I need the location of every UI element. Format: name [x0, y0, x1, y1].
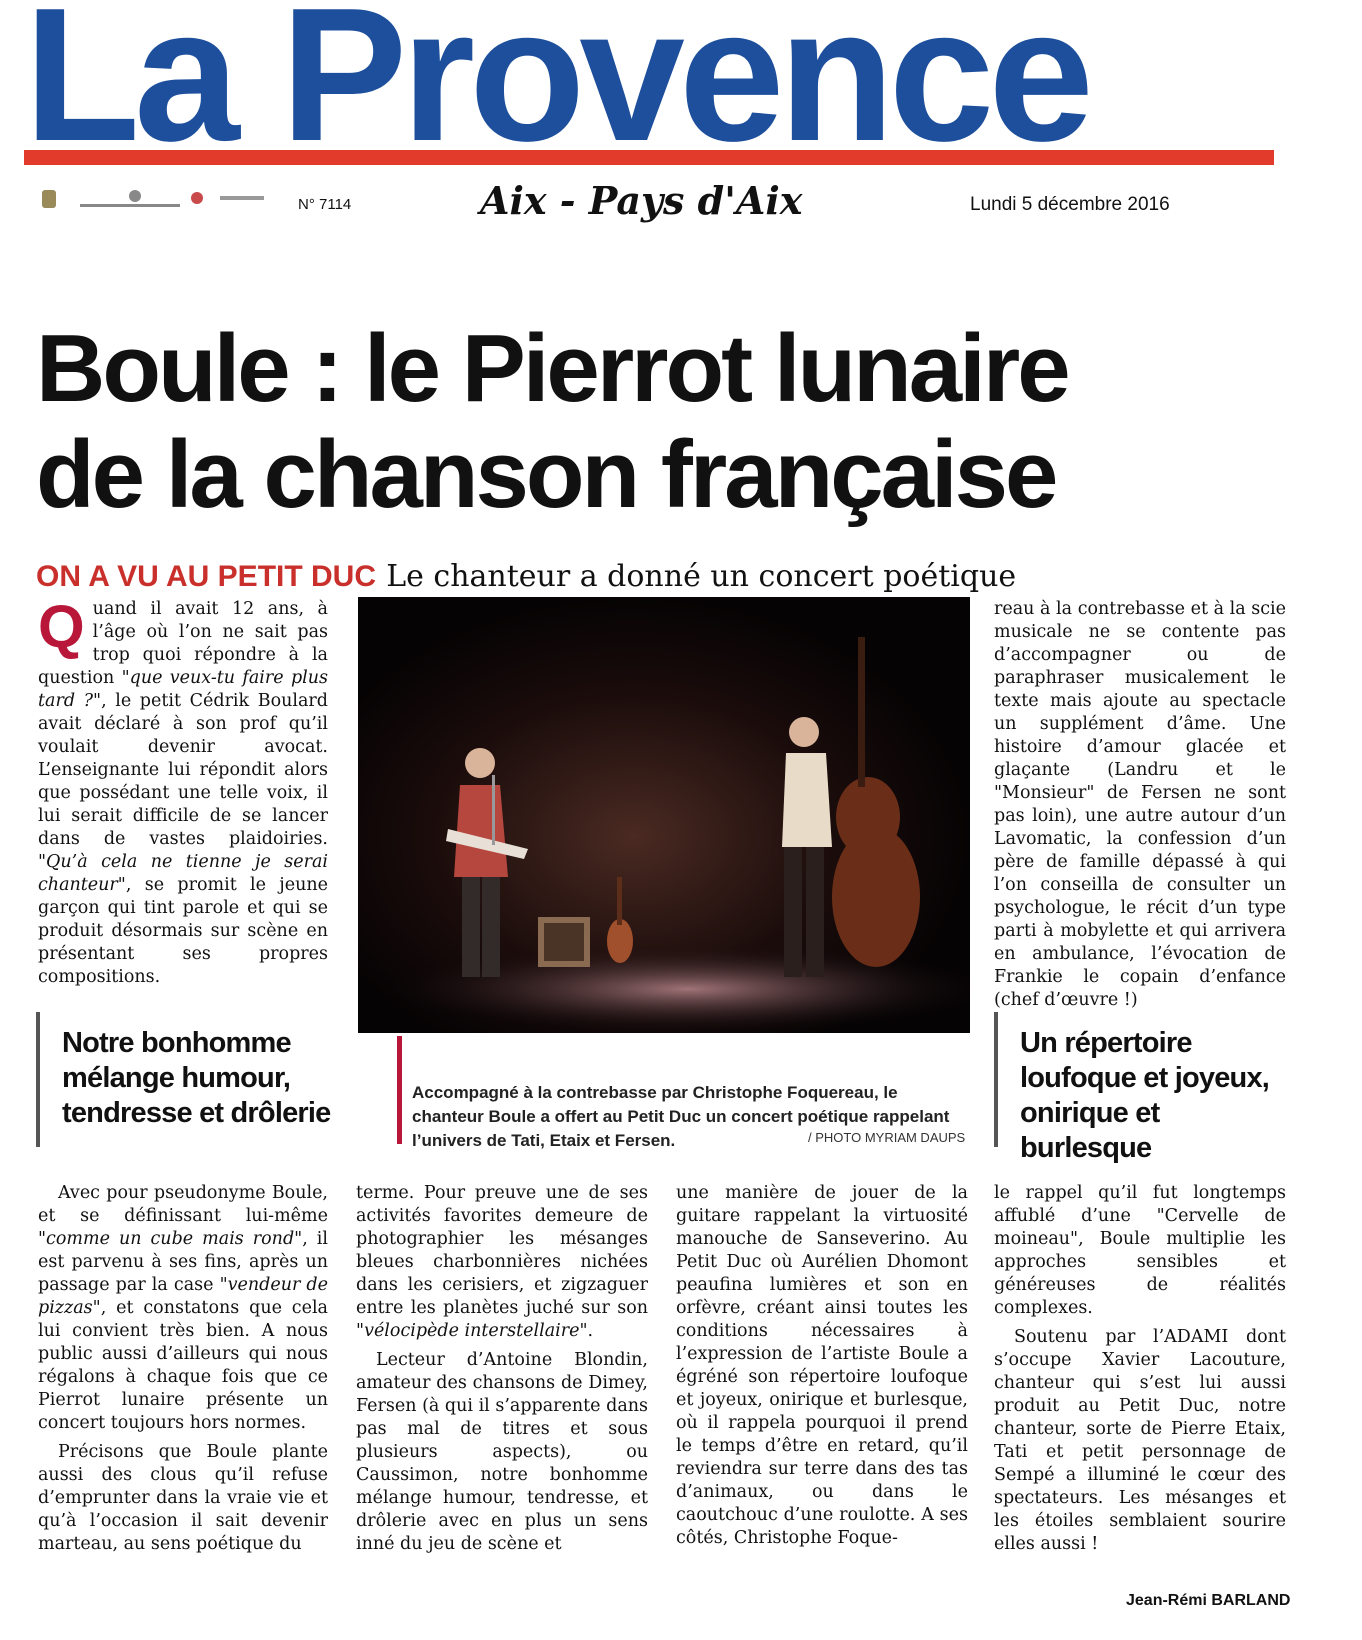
pullquote-left: Notre bonhomme mélange humour, tendresse et drôlerie	[62, 1027, 331, 1129]
masthead-red-rule	[24, 150, 1274, 165]
column-1-paragraph-1	[38, 1182, 328, 1435]
edition-name: Aix - Pays d'Aix	[480, 178, 803, 223]
headline-line-1: Boule : le Pierrot lunaire	[36, 315, 1068, 422]
intro-text-3: , se promit le jeune garçon qui tint parole et qui se produit désormais sur scène en présentant ses propres compositions.	[38, 875, 328, 987]
col1-quote-a: "comme un cube mais rond"	[38, 1229, 303, 1249]
flower-icon	[191, 192, 203, 204]
column-3-paragraph-1: une manière de jouer de la guitare rappelant la virtuosité manouche de Sanseverino. Au Petit Duc où Aurélien Dhomont peaufina lumières et son en orfèvre, créant ainsi toutes les conditions nécessaires à l’expression de l’artiste Boule a égréné son répertoire loufoque et joyeux, onirique et burlesque, où il rappela pourquoi il prend le temps d’être en retard, qu’il reviendra sur terre dans des tas d’animaux, ou dans le caoutchouc d’une roulotte. A ses côtés, Christophe Foque-	[676, 1183, 968, 1548]
col1-text-c: ", et constatons que cela lui convient très bien. A nous public aussi d’ailleurs qui nous régalons à chaque fois que ce Pierrot lunaire présente un concert toujours hors normes.	[38, 1298, 328, 1433]
intro-quote-2: "Qu’à cela ne tienne je serai chanteur"	[38, 852, 328, 895]
column-1	[38, 1182, 328, 1556]
pullquote-right-box	[994, 1012, 1289, 1164]
drop-cap: Q	[38, 593, 85, 660]
intro-paragraph	[38, 593, 329, 989]
right-column-top	[994, 598, 1286, 1012]
partner-logos	[40, 186, 280, 214]
column-4-paragraph-1: le rappel qu’il fut longtemps affublé d’une "Cervelle de moineau", Boule multiplie les approches sensibles et généreuses de réalités complexes.	[994, 1183, 1286, 1318]
intro-quote-1: "que veux-tu faire plus tard ?"	[38, 668, 329, 711]
col1-text-b: , il est parvenu à ses fins, après un passage par la case "	[38, 1229, 328, 1295]
issue-number: N° 7114	[298, 196, 352, 213]
crest-icon	[42, 190, 56, 208]
intro-text-2: , le petit Cédrik Boulard avait déclaré à son prof qu’il voulait devenir avocat. L’enseignante lui répondit alors que possédant une telle voix, il lui serait difficile de se lancer dans de vastes plaidoiries.	[38, 691, 328, 849]
column-4-paragraph-2: Soutenu par l’ADAMI dont s’occupe Xavier Lacouture, chanteur qui s’est lui aussi produit au Petit Duc, notre chanteur, sorte de Pierre Etaix, Tati et petit personnage de Sempé a illuminé le cœur des spectateurs. Les mésanges et les étoiles semblaient sourire elles aussi !	[994, 1327, 1286, 1554]
publication-date: Lundi 5 décembre 2016	[970, 194, 1170, 215]
caption-accent-bar	[397, 1036, 402, 1144]
col2-text-a: terme. Pour preuve une de ses activités favorites demeure de photographier les mésanges bleues charbonnières nichées dans les cerisiers, et zigzaguer entre les planètes juché sur son "	[356, 1183, 648, 1341]
col2-quote: vélocipède interstellaire	[364, 1321, 580, 1341]
column-3	[676, 1182, 968, 1550]
headline-line-2: de la chanson française	[36, 421, 1056, 528]
pullquote-right: Un répertoire loufoque et joyeux, onirique et burlesque	[1020, 1027, 1270, 1164]
column-2-paragraph-1	[356, 1182, 648, 1343]
sponsor-logo-icon	[220, 196, 264, 200]
headline	[36, 316, 1326, 528]
right-column-top-text: reau à la contrebasse et à la scie musicale ne se contente pas d’accompagner ou de paraphraser musicalement le texte mais ajoute au spectacle un supplément d’âme. Une histoire d’amour glacée et glaçante (Landru et le "Monsieur" de Fersen ne sont pas loin), une autre autour d’un Lavomatic, la confession d’un père de famille dépassé à qui l’on conseilla de consulter un psychologue, le récit d’un type parti à mobylette et qui arrivera en ambulance, l’évocation de Frankie le copain d’enfance (chef d’œuvre !)	[994, 599, 1286, 1010]
author-byline: Jean-Rémi BARLAND	[1126, 1592, 1291, 1609]
kicker-subtitle: Le chanteur a donné un concert poétique	[386, 559, 1017, 594]
col1-text-a: Avec pour pseudonyme Boule, et se définissant lui-même	[38, 1183, 328, 1226]
kicker-label: ON A VU AU PETIT DUC	[36, 560, 377, 593]
kicker	[36, 556, 1016, 594]
concert-photo	[358, 597, 970, 1033]
column-4	[994, 1182, 1286, 1556]
photo-credit: / PHOTO MYRIAM DAUPS	[808, 1130, 966, 1145]
col1-quote-b: vendeur de pizzas	[38, 1275, 328, 1318]
column-1-paragraph-2: Précisons que Boule plante aussi des clous qu’il refuse d’emprunter dans la vraie vie et qu’à l’occasion il sait devenir marteau, au sens poétique du	[38, 1442, 328, 1554]
pullquote-left-box	[36, 1012, 336, 1147]
intro-text-1: uand il avait 12 ans, à l’âge où l’on ne sait pas trop quoi répondre à la question	[38, 599, 328, 688]
col2-text-b: ".	[579, 1321, 594, 1341]
newspaper-logo: La Provence	[24, 0, 1088, 150]
photo-caption: Accompagné à la contrebasse par Christophe Foquereau, le chanteur Boule a offert au Petit Duc un concert poétique rappelant l’univers de Tati, Etaix et Fersen.	[412, 1083, 950, 1150]
column-2	[356, 1182, 648, 1556]
column-2-paragraph-2: Lecteur d’Antoine Blondin, amateur des chansons de Dimey, Fersen (à qui il s’apparente dans pas mal de titres et sous plusieurs aspects), ou Caussimon, notre bonhomme mélange humour, tendresse, et drôlerie avec en plus un sens inné du jeu de scène et	[356, 1350, 648, 1554]
orchestra-logo-icon	[80, 190, 180, 207]
